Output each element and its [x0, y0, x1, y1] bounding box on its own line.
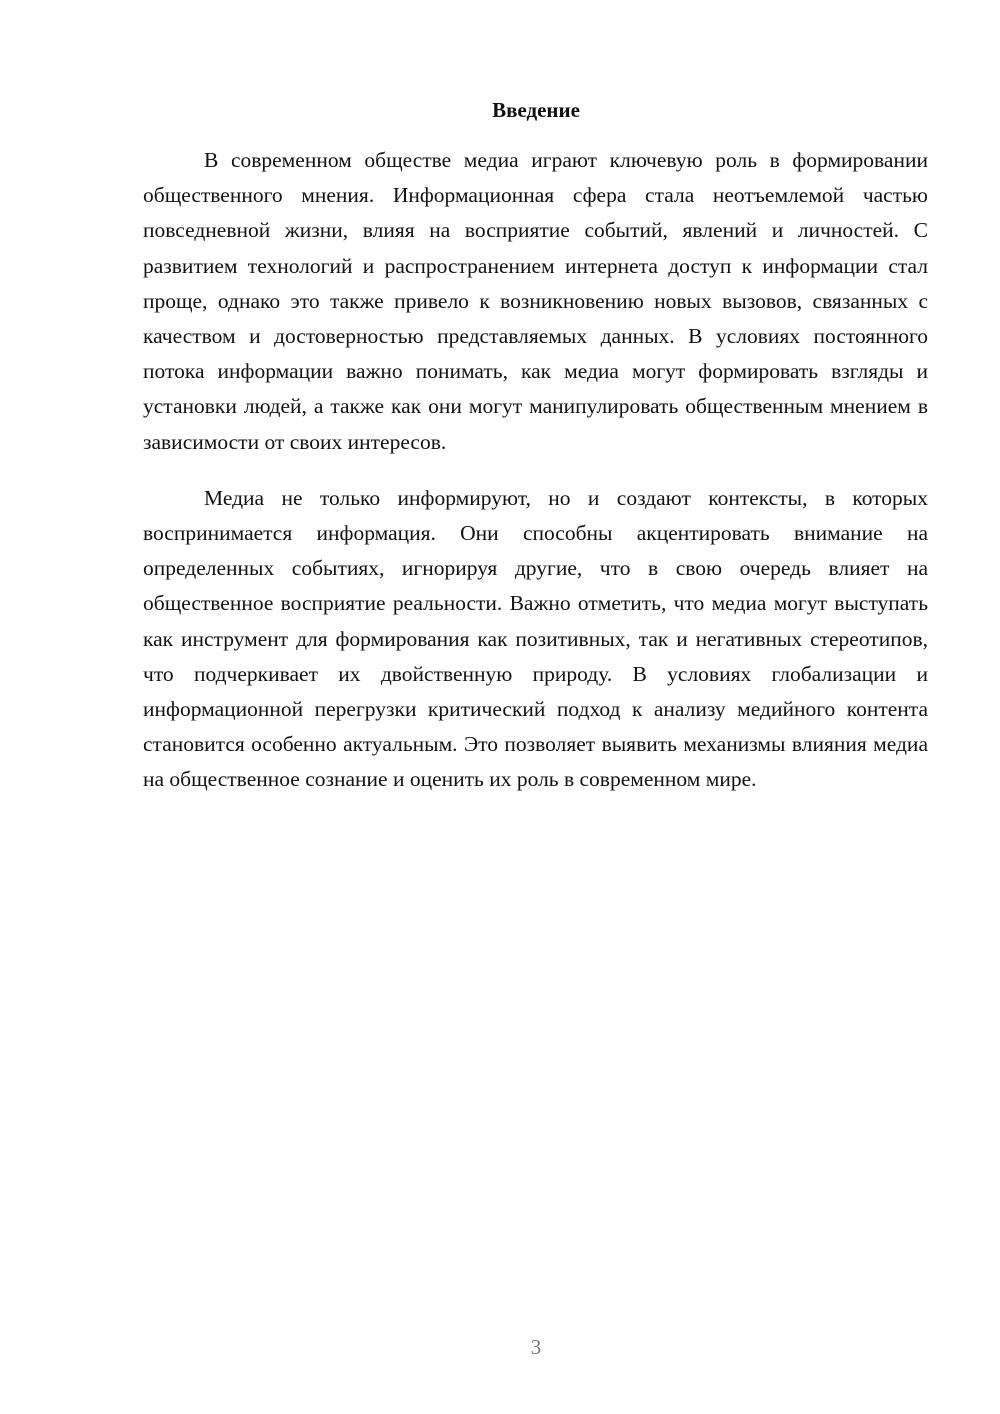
paragraph-1: В современном обществе медиа играют ключевую роль в формировании общественного мнения. Информационная сфера стала неотъемлемой частью повседневной жизни, влияя на восприятие событий, явлений и личностей. С развитием технологий и распространением интернета доступ к информации стал проще, однако это также привело к возникновению новых вызовов, связанных с качеством и достоверностью представляемых данных. В условиях постоянного потока информации важно понимать, как медиа могут формировать взгляды и установки людей, а также как они могут манипулировать общественным мнением в зависимости от своих интересов.	[143, 148, 928, 454]
page-number: 3	[530, 1335, 542, 1359]
body-text	[143, 143, 928, 798]
section-heading: Введение	[492, 98, 580, 122]
paragraph-2: Медиа не только информируют, но и создают контексты, в которых воспринимается информация. Они способны акцентировать внимание на определенных событиях, игнорируя другие, что в свою очередь влияет на общественное восприятие реальности. Важно отметить, что медиа могут выступать как инструмент для формирования как позитивных, так и негативных стереотипов, что подчеркивает их двойственную природу. В условиях глобализации и информационной перегрузки критический подход к анализу медийного контента становится особенно актуальным. Это позволяет выявить механизмы влияния медиа на общественное сознание и оценить их роль в современном мире.	[143, 485, 928, 792]
